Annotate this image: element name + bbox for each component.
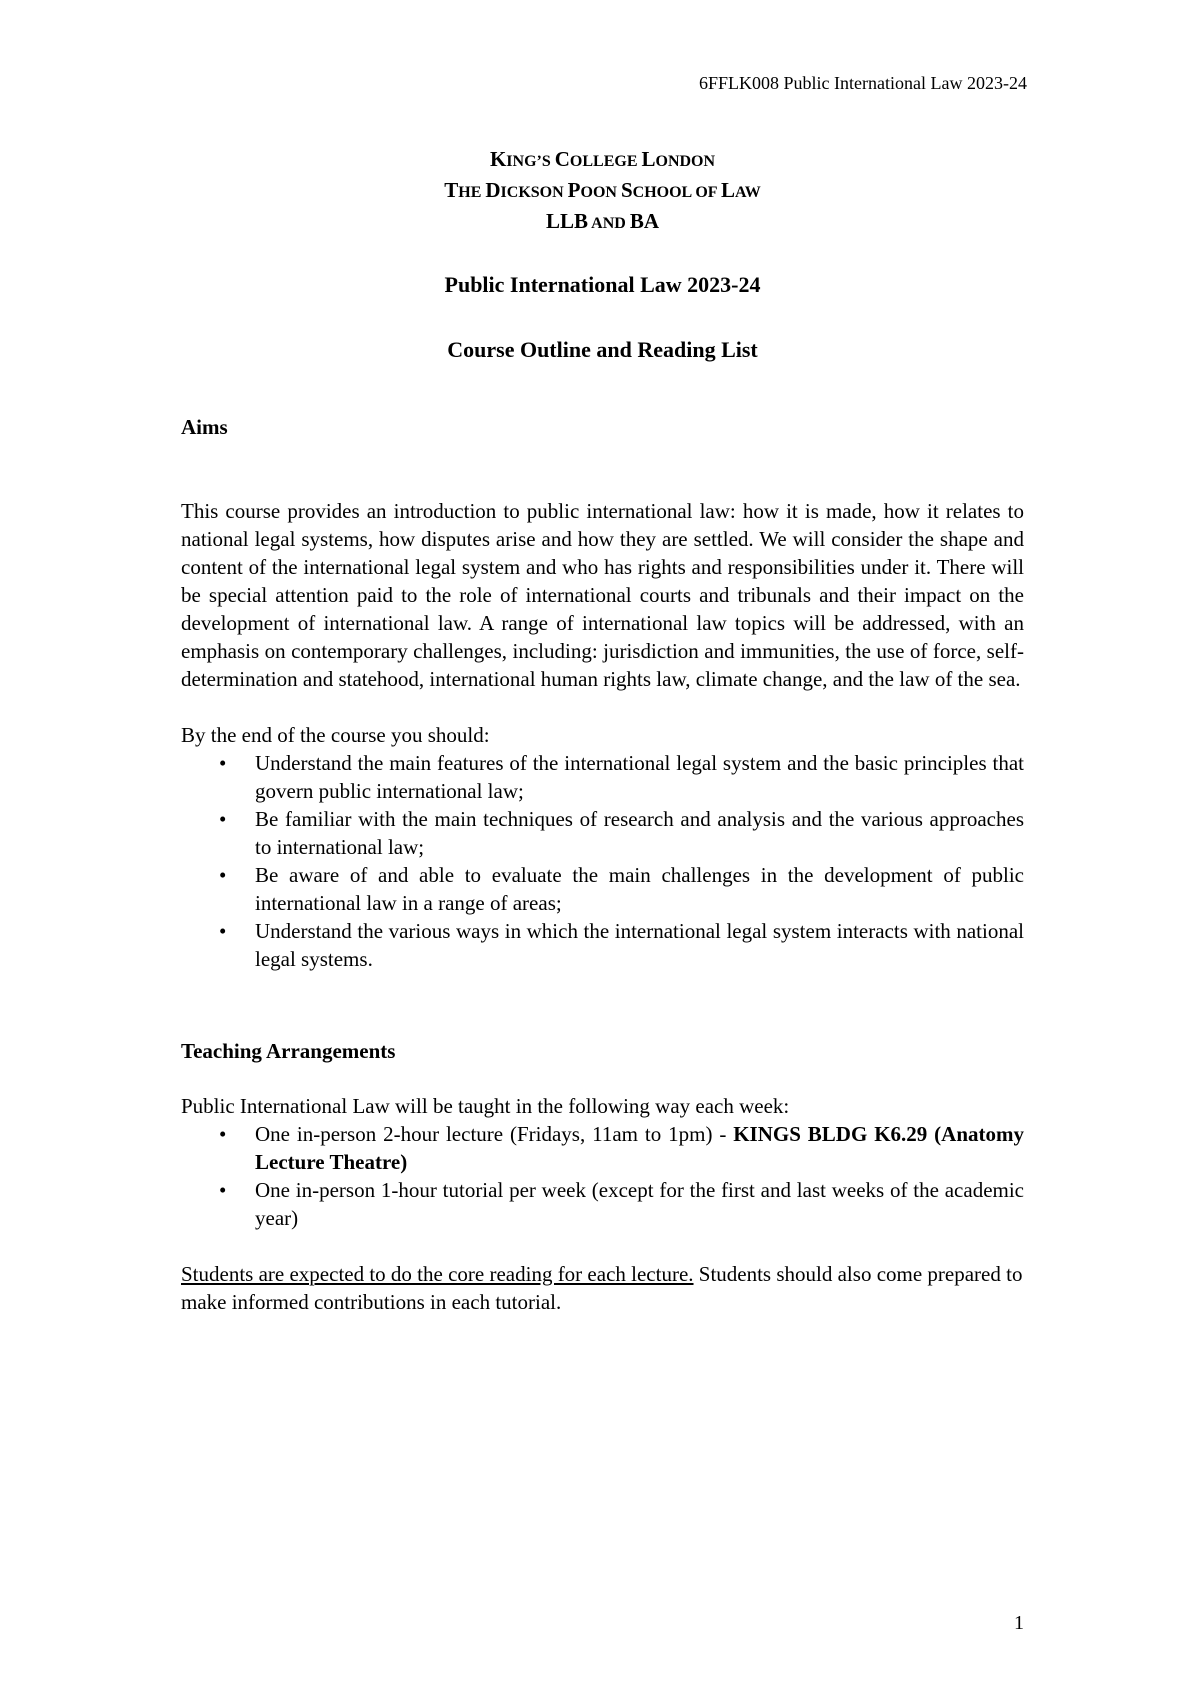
list-item: • Be aware of and able to evaluate the main challenges in the development of public international law in a range of areas; [219,863,1024,915]
bullet-icon: • [219,1178,227,1202]
document-body [181,145,1024,1316]
bullet-icon: • [219,863,227,887]
teaching-intro: Public International Law will be taught in the following way each week: [181,1094,790,1118]
list-item: • Be familiar with the main techniques of research and analysis and the various approaches to international law; [219,807,1024,859]
lecture-text: One in-person 2-hour lecture (Fridays, 11am to 1pm) - [255,1122,734,1146]
institution-title-block [181,145,1024,238]
outcomes-list [181,749,1024,973]
course-title: Public International Law 2023-24 [444,272,761,297]
page-number: 1 [1014,1612,1024,1634]
list-item: • Understand the various ways in which the international legal system interacts with national legal systems. [219,919,1024,971]
aims-paragraph: This course provides an introduction to public international law: how it is made, how it relates to national legal systems, how disputes arise and how they are settled. We will consider the shape and content of the international legal system and who has rights and responsibilities under it. There will be special attention paid to the role of international courts and tribunals and their impact on the development of international law. A range of international law topics will be addressed, with an emphasis on contemporary challenges, including: jurisdiction and immunities, the use of force, self-determination and statehood, international human rights law, climate change, and the law of the sea. [181,499,1024,691]
institution-name: KING’S COLLEGE LONDON [489,147,716,171]
expectations-rest: Students should also come prepared to make informed contributions in each tutorial. [181,1262,1023,1314]
degree-programmes: LLB AND BA [546,209,659,233]
list-item [181,1176,1024,1232]
lecture-location: KINGS BLDG K6.29 (Anatomy Lecture Theatre) [255,1122,1025,1174]
aims-heading: Aims [181,415,228,439]
expectations-underlined: Students are expected to do the core reading for each lecture. [181,1262,694,1286]
outline-title: Course Outline and Reading List [447,337,758,362]
running-header: 6FFLK008 Public International Law 2023-24 [699,73,1027,93]
bullet-icon: • [219,1122,227,1146]
outcomes-intro: By the end of the course you should: [181,723,490,747]
tutorial-text: One in-person 1-hour tutorial per week (except for the first and last weeks of the academic year) [255,1178,1024,1230]
bullet-icon: • [219,751,227,775]
teaching-heading: Teaching Arrangements [181,1039,396,1063]
bullet-icon: • [219,807,227,831]
school-name: THE DICKSON POON SCHOOL OF LAW [444,178,761,202]
teaching-list [181,1120,1024,1232]
bullet-icon: • [219,919,227,943]
expectations-paragraph [181,1260,1024,1316]
list-item: • Understand the main features of the international legal system and the basic principles that govern public international law; [219,751,1024,803]
list-item [181,1120,1024,1176]
